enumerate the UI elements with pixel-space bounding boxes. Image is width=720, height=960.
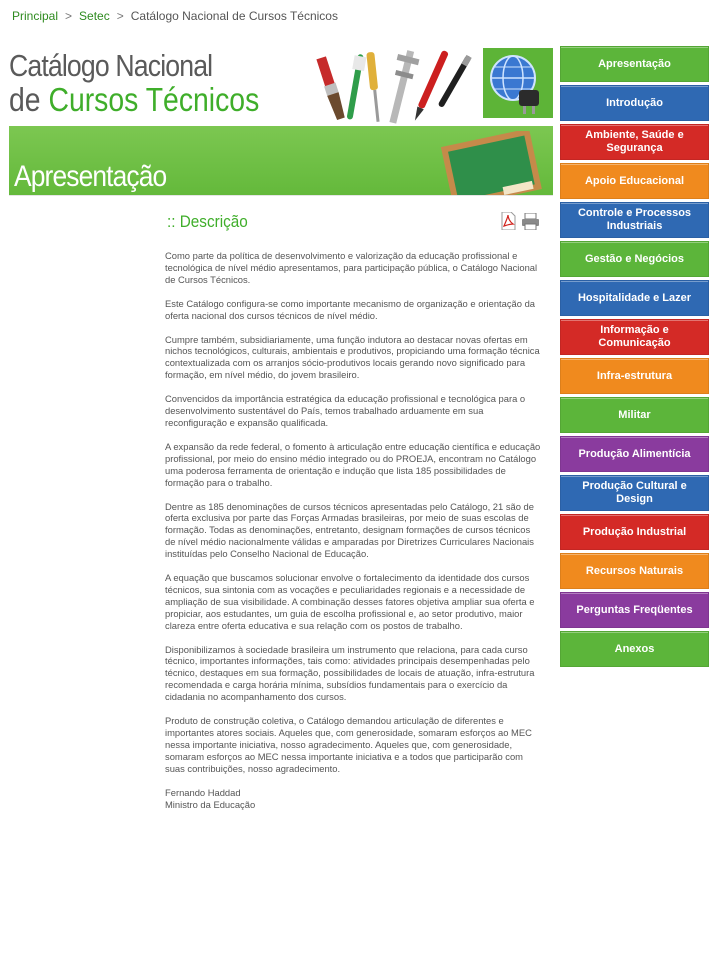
paragraph: Este Catálogo configura-se como importante mecanismo de organização e orientação da oferta nacional dos cursos técnicos de nível médio. <box>165 297 536 321</box>
page-banner <box>9 126 553 195</box>
site-logo[interactable] <box>9 50 300 116</box>
paragraph: A expansão da rede federal, o fomento à articulação entre educação científica e educação profissional, por meio do ensino médio integrado ou do PROEJA, encontram no Catálogo uma poderosa ferramenta de orientação e indução que lista 185 possibilidades de formação para o trabalho. <box>165 440 541 488</box>
nav-item-apresentacao[interactable]: Apresentação <box>560 46 709 82</box>
paragraph: Produto de construção coletiva, o Catálogo demandou articulação de diferentes e importantes atores sociais. Aqueles que, com generosidade, somaram esforços ao MEC nessa importante iniciativa, nosso agradecimento. Aqueles que, com generosidade, somaram esforços ao MEC nessa importante iniciativa e a todos que participarão com suas contribuições, nosso agradecimento. <box>165 715 532 774</box>
globe-plug-image <box>483 48 553 118</box>
nav-item-gestao-negocios[interactable]: Gestão e Negócios <box>560 241 709 277</box>
nav-item-apoio-educacional[interactable]: Apoio Educacional <box>560 163 709 199</box>
breadcrumb-current: Catálogo Nacional de Cursos Técnicos <box>130 9 338 23</box>
logo-line2-accent: Cursos Técnicos <box>48 81 260 118</box>
document-actions <box>501 212 541 230</box>
paragraph: Dentre as 185 denominações de cursos técnicos apresentadas pelo Catálogo, 21 são de oferta exclusiva por parte das Forças Armadas brasileiras, por meio de suas escolas de formação. Todas as denominações, entretanto, designam formações de cursos técnicos de nível médio nacionalmente válidas e amparadas por Diretrizes Curriculares Nacionais instituídas pelo Conselho Nacional de Educação. <box>165 500 534 560</box>
signature-role: Ministro da Educação <box>165 798 256 810</box>
paragraph: Como parte da política de desenvolvimento e valorização da educação profissional e tecnológica de nível médio apresentamos, para participação pública, o Catálogo Nacional de Cursos Técnicos. <box>165 250 538 285</box>
nav-item-informacao-comunicacao[interactable]: Informação e Comunicação <box>560 319 709 355</box>
breadcrumb-separator: > <box>116 9 124 23</box>
logo-line1: Catálogo Nacional <box>9 48 213 83</box>
section-title: :: Descrição <box>167 212 248 231</box>
page-title: Apresentação <box>14 160 167 193</box>
breadcrumb <box>12 9 338 23</box>
paragraph: Convencidos da importância estratégica da educação profissional e tecnológica para o desenvolvimento sustentável do País, temos trabalhado arduamente em sua reconfiguração e expansão qualificada. <box>165 393 526 428</box>
nav-item-anexos[interactable]: Anexos <box>560 631 709 667</box>
description-text <box>165 250 541 810</box>
print-icon[interactable] <box>521 213 540 230</box>
nav-item-perguntas-frequentes[interactable]: Perguntas Freqüentes <box>560 592 709 628</box>
pdf-icon[interactable] <box>501 212 516 230</box>
tools-illustration-icon <box>312 48 472 126</box>
category-nav <box>560 46 709 670</box>
breadcrumb-separator: > <box>65 9 73 23</box>
logo-line2 <box>9 83 259 116</box>
nav-item-recursos-naturais[interactable]: Recursos Naturais <box>560 553 709 589</box>
nav-item-controle-processos-industriais[interactable]: Controle e Processos Industriais <box>560 202 709 238</box>
paragraph: Disponibilizamos à sociedade brasileira um instrumento que relaciona, para cada curso técnico, importantes informações, tais como: atividades principais desempenhadas pelo técnico, destaques em sua formação, possibilidades de locais de atuação, infra-estrutura recomendada e carga horária mínima, subsídios fundamentais para o exercício da cidadania no acompanhamento dos cursos. <box>165 643 535 703</box>
nav-item-hospitalidade-lazer[interactable]: Hospitalidade e Lazer <box>560 280 709 316</box>
nav-item-introducao[interactable]: Introdução <box>560 85 709 121</box>
nav-item-militar[interactable]: Militar <box>560 397 709 433</box>
globe-plug-icon <box>483 48 553 118</box>
site-header <box>9 46 553 126</box>
paragraph: A equação que buscamos solucionar envolve o fortalecimento da identidade dos cursos técnicos, sua sintonia com as vocações e peculiaridades regionais e a necessidade de ampliação de sua visibilidade. A combinação desses fatores objetiva ampliar sua oferta e propiciar, aos estudantes, um guia de escolha profissional e, ao setor produtivo, maior clareza entre oferta educativa e sua relação com os postos de trabalho. <box>165 572 535 631</box>
nav-item-infra-estrutura[interactable]: Infra-estrutura <box>560 358 709 394</box>
chalkboard-icon <box>437 131 547 195</box>
breadcrumb-setec[interactable]: Setec <box>79 9 110 23</box>
breadcrumb-principal[interactable]: Principal <box>12 9 59 23</box>
divider <box>9 195 553 196</box>
signature-name: Fernando Haddad <box>165 786 241 798</box>
paragraph: Cumpre também, subsidiariamente, uma função indutora ao destacar novas ofertas em nichos tecnológicos, culturais, ambientais e produtivos, propiciando uma formação técnica contextualizada com os arranjos sócio-produtivos locais gerando novo significado para formação, em nível médio, do jovem brasileiro. <box>165 333 540 381</box>
nav-item-producao-alimenticia[interactable]: Produção Alimentícia <box>560 436 709 472</box>
nav-item-ambiente-saude-seguranca[interactable]: Ambiente, Saúde e Segurança <box>560 124 709 160</box>
logo-line2-prefix: de <box>9 81 49 118</box>
nav-item-producao-industrial[interactable]: Produção Industrial <box>560 514 709 550</box>
nav-item-producao-cultural-design[interactable]: Produção Cultural e Design <box>560 475 709 511</box>
